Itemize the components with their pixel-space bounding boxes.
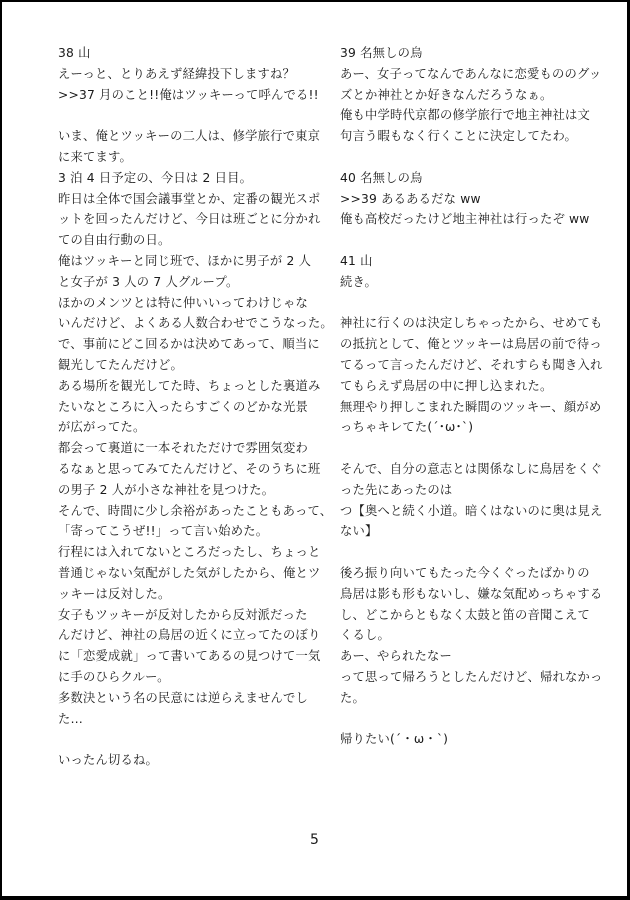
right-column-line: ない】: [340, 524, 378, 539]
right-column-line: [340, 230, 602, 251]
right-column-line: [340, 147, 602, 168]
left-column-line: 3 泊 4 日予定の、今日は 2 日目。: [58, 170, 253, 185]
right-column-line: くるし。: [340, 628, 390, 643]
right-column-line: てるって言ったんだけど、それすらも聞き入れ: [340, 357, 603, 372]
right-column-line: てもらえず鳥居の中に押し込まれた。: [340, 378, 553, 393]
right-column-line: そんで、自分の意志とは関係なしに鳥居をくぐ: [340, 461, 603, 476]
left-column-line: 昨日は全体で国会議事堂とか、定番の観光スポ: [58, 191, 321, 206]
right-column-line: 俺も高校だったけど地主神社は行ったぞ ww: [340, 212, 590, 227]
left-column-line: えーっと、とりあえず経緯投下しますね？: [58, 66, 295, 81]
right-column-line: 帰りたい(´・ω・`): [340, 732, 449, 747]
left-column-line: いま、俺とツッキーの二人は、修学旅行で東京: [58, 129, 321, 144]
left-column-line: に手のひらクルー。: [58, 669, 170, 684]
left-column-line: ある場所を観光してた時、ちょっとした裏道み: [58, 378, 321, 393]
right-column-line: 後ろ振り向いてもたった今くぐったばかりの: [340, 565, 590, 580]
right-column-line: [340, 542, 602, 563]
left-column-line: んだけど、神社の鳥居の近くに立ってたのぼり: [58, 628, 321, 643]
right-column-line: ズとか神社とか好きなんだろうなぁ。: [340, 87, 553, 102]
right-column-line: 句言う暇もなく行くことに決定してたわ。: [340, 129, 577, 144]
left-column-line: 観光してたんだけど。: [58, 357, 183, 372]
left-column-line: [58, 729, 320, 750]
left-column-line: いったん切るね。: [58, 753, 158, 768]
left-column-line: ットを回ったんだけど、今日は班ごとに分かれ: [58, 212, 321, 227]
right-column-line: 39 名無しの烏: [340, 46, 423, 60]
right-column-line: >>39 あるあるだな ww: [340, 191, 481, 206]
right-column-line: つ【奥へと続く小道。暗くはないのに奥は見え: [340, 503, 603, 518]
left-column-line: 女子もツッキーが反対したから反対派だった: [58, 607, 308, 622]
right-column-line: 俺も中学時代京都の修学旅行で地主神社は文: [340, 108, 590, 123]
right-column-line: 鳥居は影も形もないし、嫌な気配めっちゃする: [340, 586, 603, 601]
left-column-line: が広がってた。: [58, 420, 146, 435]
left-column-line: >>37 月のこと!!俺はツッキーって呼んでる!!: [58, 87, 319, 102]
left-column-line: の男子 2 人が小さな神社を見つけた。: [58, 482, 275, 497]
right-column-line: った先にあったのは: [340, 482, 453, 497]
left-column-line: に「恋愛成就」って書いてあるの見つけて一気: [58, 649, 321, 664]
right-column-line: っちゃキレてた(´･ω･`): [340, 420, 474, 435]
left-column-line: そんで、時間に少し余裕があったこともあって、: [58, 503, 333, 518]
left-column-line: るなぁと思ってみてたんだけど、そのうちに班: [58, 461, 321, 476]
left-column-line: た…: [58, 711, 83, 726]
left-column-line: ッキーは反対した。: [58, 586, 171, 601]
left-column-line: 普通じゃない気配がした気がしたから、俺とツ: [58, 565, 321, 580]
left-column-line: 38 山: [58, 46, 91, 60]
right-text-column: [340, 43, 602, 750]
right-column-line: って思って帰ろうとしたんだけど、帰れなかっ: [340, 669, 603, 684]
bottom-border: [2, 896, 627, 900]
left-text-column: [58, 43, 333, 771]
left-column-line: たいなところに入ったらすごくのどかな光景: [58, 399, 308, 414]
right-column-line: [340, 709, 602, 730]
page-number: 5: [310, 832, 319, 848]
right-column-line: 続き。: [340, 274, 377, 289]
right-column-line: 無理やり押しこまれた瞬間のツッキー、顔がめ: [340, 399, 602, 414]
right-column-line: の抵抗として、俺とツッキーは鳥居の前で待っ: [340, 337, 602, 352]
left-column-line: と女子が 3 人の 7 人グループ。: [58, 274, 239, 289]
right-column-line: 41 山: [340, 253, 373, 268]
left-column-line: 「寄ってこうぜ!!」って言い始めた。: [58, 524, 269, 539]
left-column-line: 多数決という名の民意には逆らえませんでし: [58, 690, 308, 705]
left-column-line: [58, 105, 320, 126]
left-column-line: 俺はツッキーと同じ班で、ほかに男子が 2 人: [58, 253, 312, 268]
left-column-line: ての自由行動の日。: [58, 233, 171, 248]
right-column-line: [340, 293, 602, 314]
right-column-line: た。: [340, 690, 365, 705]
right-column-line: あー、女子ってなんであんなに恋愛もののグッ: [340, 66, 602, 81]
left-column-line: で、事前にどこ回るかは決めてあって、順当に: [58, 337, 320, 352]
right-column-line: し、どこからともなく太鼓と笛の音聞こえて: [340, 607, 590, 622]
left-column-line: 都会って裏道に一本それただけで雰囲気変わ: [58, 441, 308, 456]
left-column-line: に来てます。: [58, 149, 132, 164]
right-column-line: 40 名無しの烏: [340, 170, 423, 185]
left-column-line: ほかのメンツとは特に仲いいってわけじゃな: [58, 295, 308, 310]
right-column-line: 神社に行くのは決定しちゃったから、せめても: [340, 316, 603, 331]
left-column-line: 行程には入れてないところだったし、ちょっと: [58, 545, 321, 560]
right-column-line: あー、やられたなー: [340, 649, 452, 664]
left-column-line: いんだけど、よくある人数合わせでこうなった。: [58, 316, 333, 331]
right-column-line: [340, 438, 602, 459]
